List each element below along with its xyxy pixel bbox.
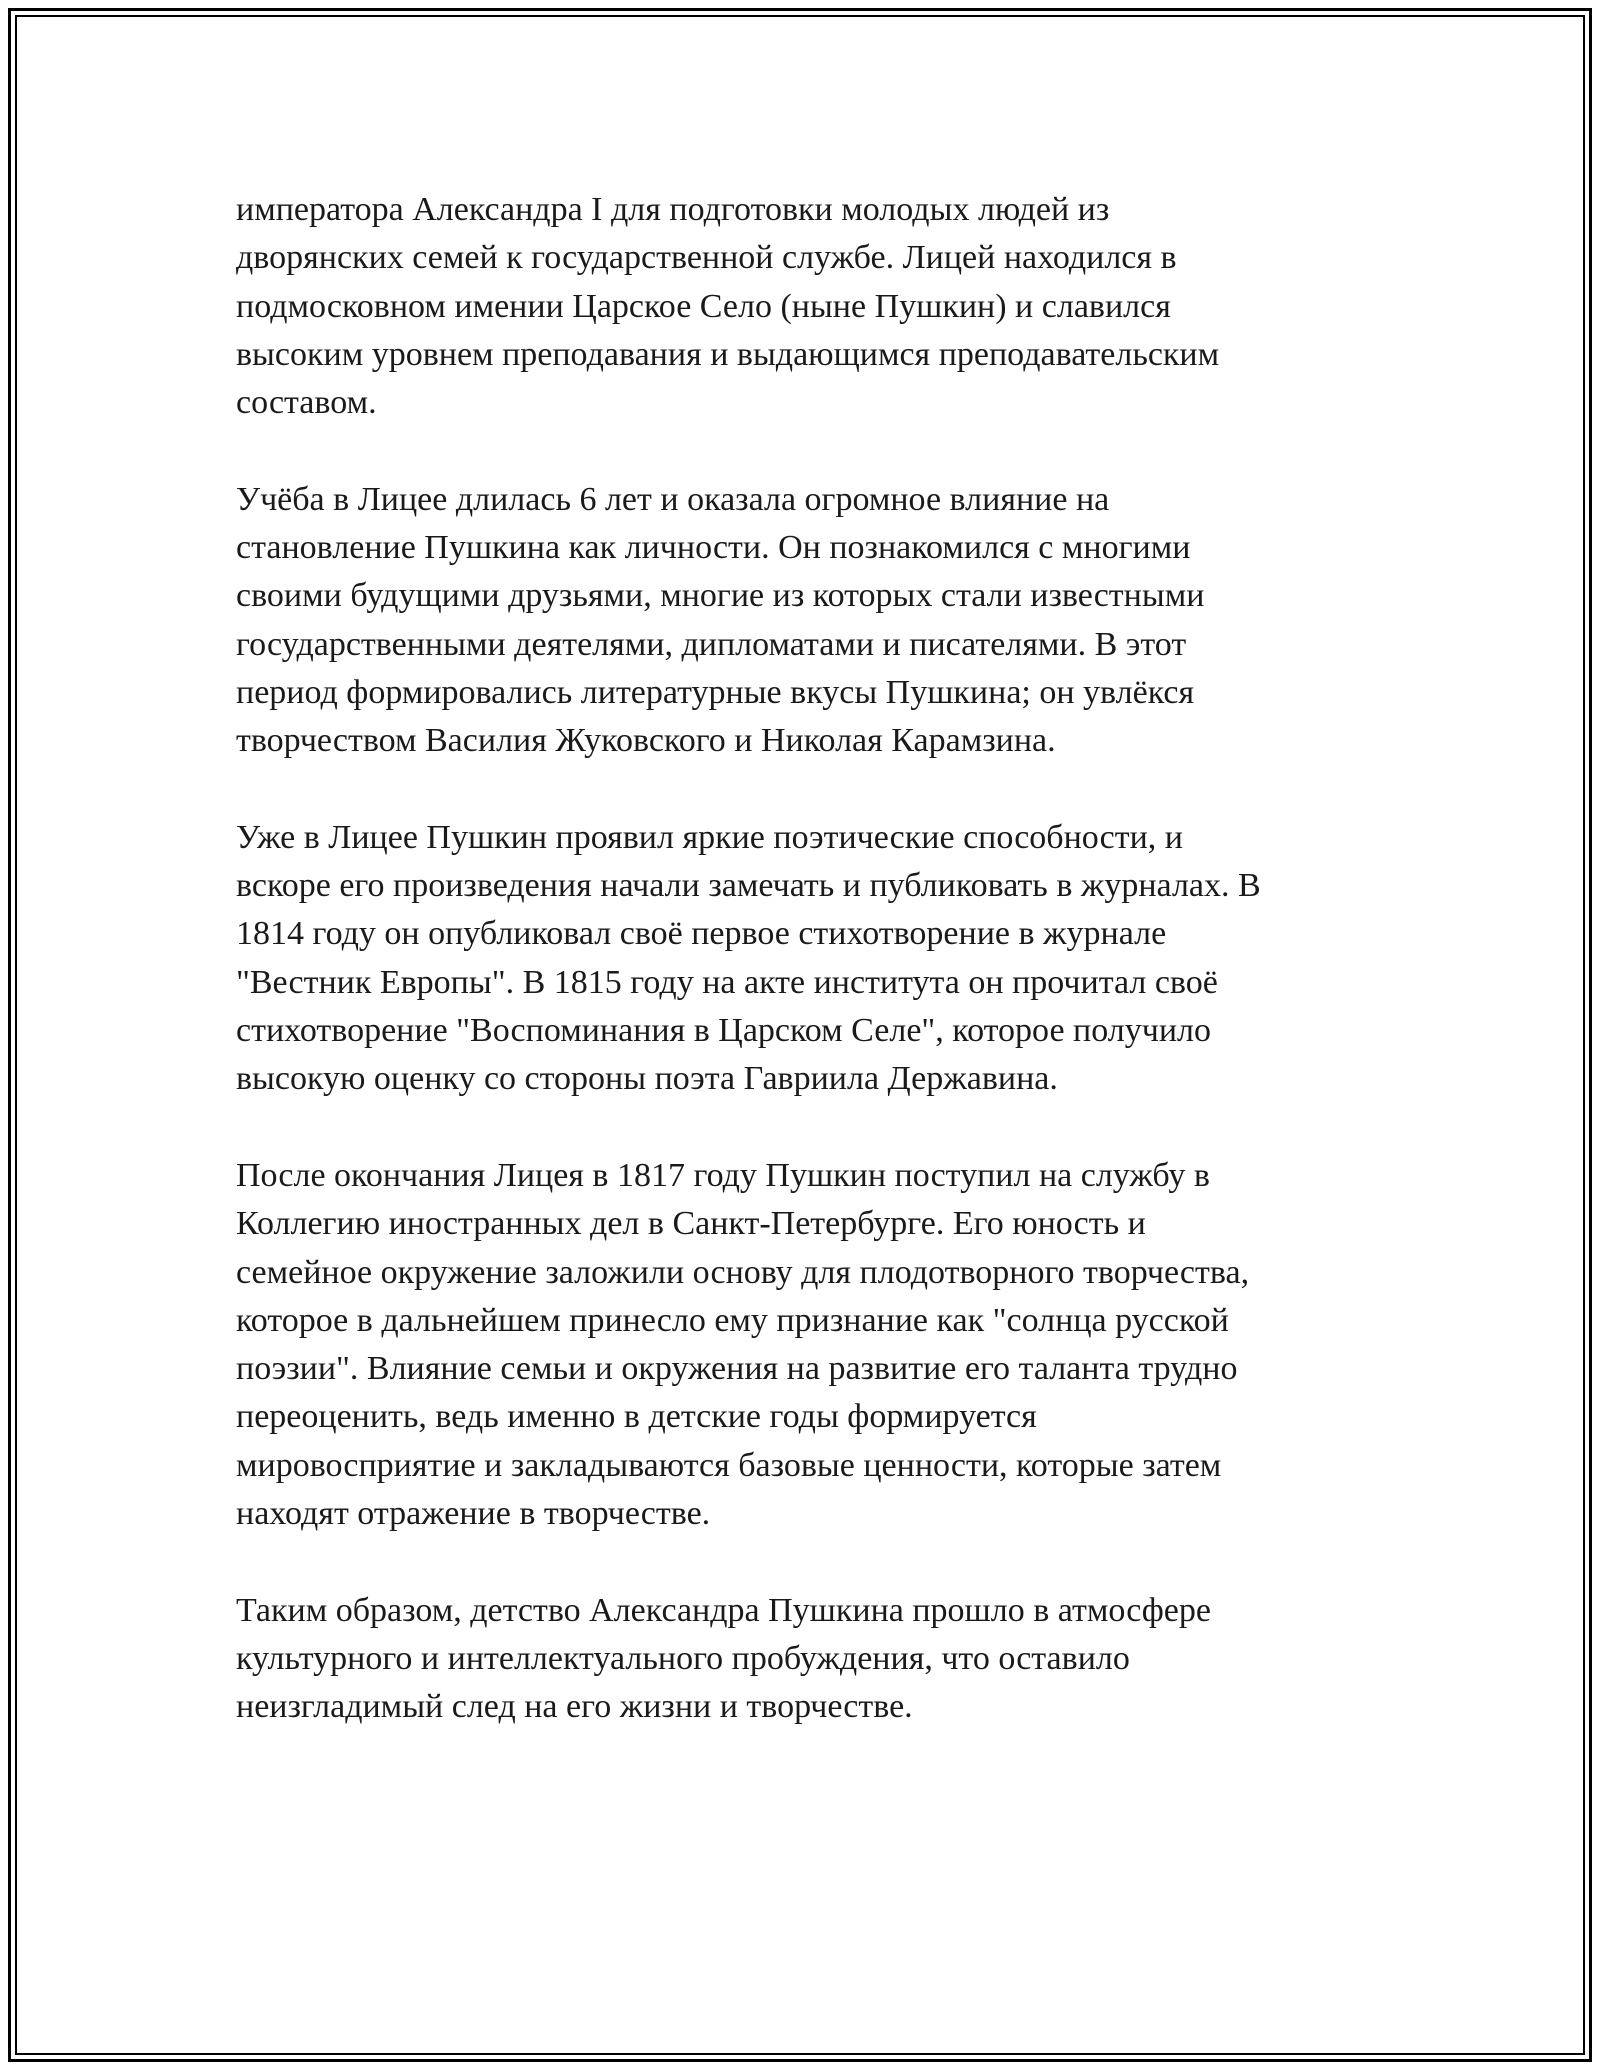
text-line: семейное окружение заложили основу для плодотворного творчества, xyxy=(236,1253,1250,1291)
text-line: императора Александра I для подготовки молодых людей из xyxy=(236,191,1110,228)
text-line: вскоре его произведения начали замечать и публиковать в журналах. В xyxy=(236,867,1261,905)
text-line: стихотворение "Воспоминания в Царском Селе", которое получило xyxy=(236,1012,1212,1050)
text-line: После окончания Лицея в 1817 году Пушкин поступил на службу в xyxy=(236,1156,1210,1194)
text-line: Коллегию иностранных дел в Санкт-Петербурге. Его юность и xyxy=(236,1205,1146,1243)
text-line: "Вестник Европы". В 1815 году на акте института он прочитал своё xyxy=(236,963,1218,1001)
text-line: Учёба в Лицее длилась 6 лет и оказала огромное влияние на xyxy=(236,480,1110,518)
text-line: становление Пушкина как личности. Он познакомился с многими xyxy=(236,529,1191,567)
text-line: Уже в Лицее Пушкин проявил яркие поэтические способности, и xyxy=(236,818,1183,856)
text-line: творчеством Василия Жуковского и Николая Карамзина. xyxy=(236,722,1056,760)
text-line: подмосковном имении Царское Село (ныне Пушкин) и славился xyxy=(236,287,1171,325)
text-line: находят отражение в творчестве. xyxy=(236,1495,711,1533)
text-line: неизгладимый след на его жизни и творчестве. xyxy=(236,1688,913,1726)
text-line: которое в дальнейшем принесло ему признание как "солнца русской xyxy=(236,1301,1229,1339)
paragraph-lyceum-description xyxy=(236,186,1366,427)
text-line: составом. xyxy=(236,384,377,422)
text-line: высокую оценку со стороны поэта Гавриила Державина. xyxy=(236,1060,1058,1098)
document-body xyxy=(236,186,1366,1780)
paragraph-after-lyceum xyxy=(236,1152,1366,1538)
text-line: высоким уровнем преподавания и выдающимся преподавательским xyxy=(236,335,1220,373)
paragraph-lyceum-studies xyxy=(236,476,1366,766)
text-line: своими будущими друзьями, многие из которых стали известными xyxy=(236,577,1205,615)
paragraph-conclusion xyxy=(236,1587,1366,1732)
text-line: 1814 году он опубликовал своё первое стихотворение в журнале xyxy=(236,915,1167,953)
paragraph-poetic-abilities xyxy=(236,814,1366,1104)
text-line: период формировались литературные вкусы Пушкина; он увлёкся xyxy=(236,673,1195,711)
text-line: поэзии". Влияние семьи и окружения на развитие его таланта трудно xyxy=(236,1350,1238,1388)
text-line: переоценить, ведь именно в детские годы формируется xyxy=(236,1398,1037,1436)
text-line: культурного и интеллектуального пробуждения, что оставило xyxy=(236,1639,1130,1677)
text-line: Таким образом, детство Александра Пушкина прошло в атмосфере xyxy=(236,1591,1211,1629)
text-line: мировосприятие и закладываются базовые ценности, которые затем xyxy=(236,1446,1222,1484)
text-line: государственными деятелями, дипломатами и писателями. В этот xyxy=(236,625,1187,663)
text-line: дворянских семей к государственной службе. Лицей находился в xyxy=(236,239,1177,277)
